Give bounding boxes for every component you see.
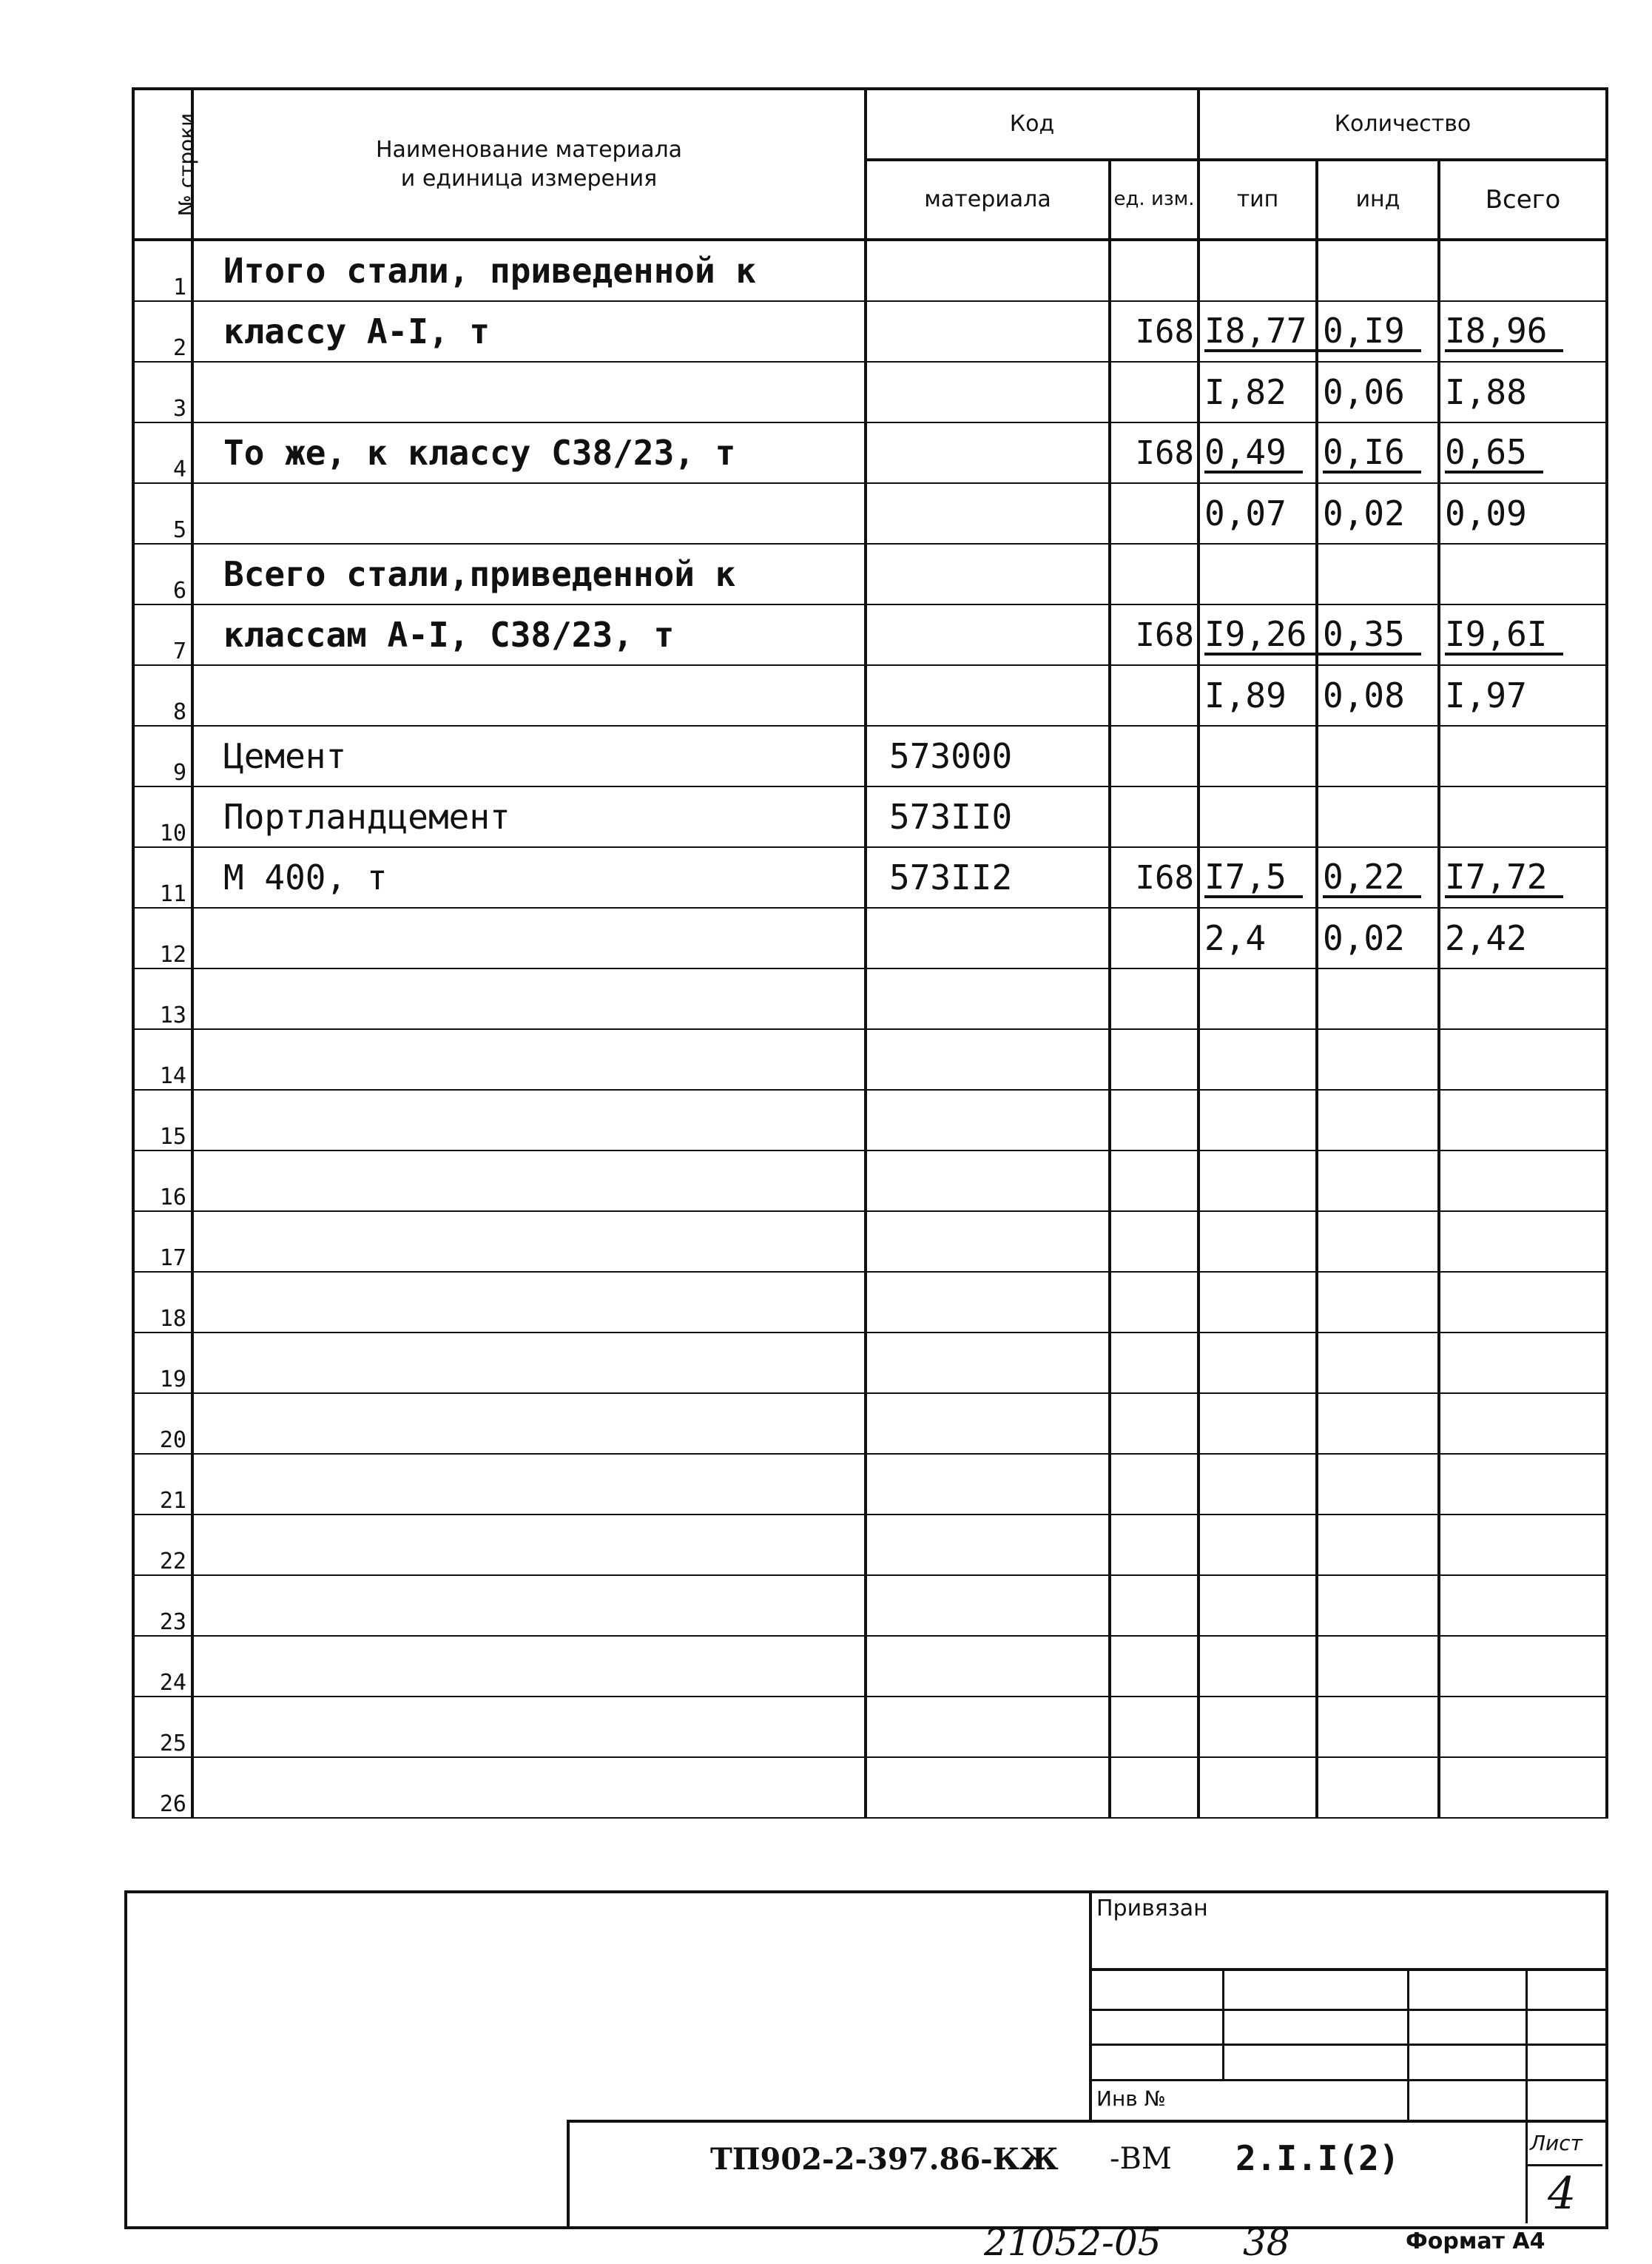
material-code [866,1029,1110,1090]
unit-code [1110,1272,1198,1333]
qty-typ: I,82 [1198,362,1317,422]
material-name [192,1029,866,1090]
qty-typ [1198,968,1317,1029]
material-code [866,1393,1110,1454]
qty-typ [1198,1757,1317,1818]
unit-code [1110,1211,1198,1272]
sheet-number: 4 [1548,2168,1577,2220]
unit-code: I68 [1110,301,1198,362]
unit-code [1110,1757,1198,1818]
table-row [133,1393,1607,1454]
unit-code [1110,1697,1198,1757]
material-name [192,665,866,726]
row-number: 10 [133,786,192,847]
material-code [866,1211,1110,1272]
qty-typ [1198,1697,1317,1757]
table-row [133,240,1607,301]
row-number: 21 [133,1454,192,1515]
code-group-header: Код [866,89,1198,160]
unit-code [1110,726,1198,786]
qty-total: I,97 [1439,665,1607,726]
qty-total: I9,6I [1439,604,1607,665]
material-name [192,1150,866,1211]
qty-ind [1317,1211,1439,1272]
material-name: Цемент [192,726,866,786]
qty-ind [1317,786,1439,847]
table-row [133,665,1607,726]
qty-typ [1198,726,1317,786]
tied-vline-2 [1407,1968,1409,2120]
row-number: 15 [133,1090,192,1150]
unit-code [1110,1090,1198,1150]
qty-total: I7,72 [1439,847,1607,908]
row-number: 12 [133,908,192,968]
doc-sheet-ref: 2.I.I(2) [1235,2138,1400,2178]
table-row [133,301,1607,362]
page-number: 38 [1243,2221,1290,2264]
tied-line-4 [1089,2079,1605,2081]
qty-total: 2,42 [1439,908,1607,968]
row-number: 20 [133,1393,192,1454]
qty-ind: 0,I6 [1317,422,1439,483]
tied-line-2 [1089,2009,1605,2011]
unit-code [1110,1029,1198,1090]
material-name: классу А-I, т [192,301,866,362]
row-number: 2 [133,301,192,362]
material-code [866,1454,1110,1515]
material-code [866,544,1110,604]
qty-total: 0,09 [1439,483,1607,544]
table-row [133,1575,1607,1636]
archive-number: 21052-05 [984,2221,1162,2264]
qty-typ [1198,1333,1317,1393]
row-number: 22 [133,1515,192,1575]
qty-total: 0,65 [1439,422,1607,483]
doc-code: ТП902-2-397.86-КЖ [710,2142,1059,2177]
material-code [866,968,1110,1029]
qty-typ: I8,77 [1198,301,1317,362]
table-row [133,604,1607,665]
material-code [866,1575,1110,1636]
row-number: 8 [133,665,192,726]
table-row [133,1333,1607,1393]
materials-table [132,87,1608,1819]
qty-total [1439,1757,1607,1818]
unit-code [1110,483,1198,544]
row-number: 9 [133,726,192,786]
qty-total: I,88 [1439,362,1607,422]
unit-code [1110,1150,1198,1211]
material-name [192,362,866,422]
table-row [133,1150,1607,1211]
table-row [133,968,1607,1029]
ind-header: инд [1317,160,1439,240]
qty-ind: 0,08 [1317,665,1439,726]
material-name: М 400, т [192,847,866,908]
unit-code [1110,1515,1198,1575]
typ-header: тип [1198,160,1317,240]
qty-ind: 0,22 [1317,847,1439,908]
qty-ind [1317,1272,1439,1333]
format-label: Формат А4 [1406,2228,1545,2254]
material-name-header: Наименование материала и единица измерения [192,89,866,240]
unit-code [1110,1454,1198,1515]
unit-code [1110,665,1198,726]
row-number: 5 [133,483,192,544]
qty-total [1439,726,1607,786]
unit-code: I68 [1110,422,1198,483]
qty-typ: I7,5 [1198,847,1317,908]
qty-typ [1198,1272,1317,1333]
qty-total [1439,1636,1607,1697]
row-number: 3 [133,362,192,422]
material-code [866,362,1110,422]
sheet-box-line [1525,2164,1602,2166]
qty-total [1439,968,1607,1029]
qty-total: I8,96 [1439,301,1607,362]
qty-total [1439,1515,1607,1575]
qty-ind [1317,1029,1439,1090]
qty-typ: I,89 [1198,665,1317,726]
material-code [866,301,1110,362]
qty-total [1439,1393,1607,1454]
qty-ind: 0,I9 [1317,301,1439,362]
material-code [866,1090,1110,1150]
qty-total [1439,786,1607,847]
doc-suffix: -ВМ [1110,2142,1172,2176]
qty-ind [1317,544,1439,604]
qty-total [1439,1697,1607,1757]
table-row [133,1272,1607,1333]
material-name [192,1757,866,1818]
material-code [866,1636,1110,1697]
qty-typ [1198,1150,1317,1211]
row-number: 14 [133,1029,192,1090]
qty-typ [1198,1029,1317,1090]
qty-ind [1317,240,1439,301]
material-name: Портландцемент [192,786,866,847]
quantity-group-header: Количество [1198,89,1607,160]
qty-ind [1317,1697,1439,1757]
row-number: 19 [133,1333,192,1393]
row-number: 7 [133,604,192,665]
table-row [133,786,1607,847]
qty-typ [1198,786,1317,847]
qty-ind: 0,06 [1317,362,1439,422]
qty-total [1439,544,1607,604]
material-code [866,240,1110,301]
tied-block [1089,1890,1605,2120]
qty-total [1439,1090,1607,1150]
material-code [866,604,1110,665]
material-name [192,483,866,544]
table-row [133,1454,1607,1515]
qty-ind [1317,1090,1439,1150]
qty-typ: 0,49 [1198,422,1317,483]
inv-label: Инв № [1096,2086,1166,2111]
material-code: 573II2 [866,847,1110,908]
material-name: Итого стали, приведенной к [192,240,866,301]
row-number: 18 [133,1272,192,1333]
table-row [133,1515,1607,1575]
material-name [192,1636,866,1697]
qty-typ [1198,1515,1317,1575]
unit-code [1110,240,1198,301]
table-row [133,726,1607,786]
material-code-header: материала [866,160,1110,240]
qty-ind [1317,968,1439,1029]
qty-ind [1317,1757,1439,1818]
row-number: 23 [133,1575,192,1636]
qty-ind [1317,1454,1439,1515]
qty-typ [1198,1454,1317,1515]
qty-typ: 0,07 [1198,483,1317,544]
table-row [133,1029,1607,1090]
unit-code [1110,908,1198,968]
qty-ind: 0,35 [1317,604,1439,665]
qty-ind [1317,1515,1439,1575]
material-code [866,1272,1110,1333]
tied-label: Привязан [1096,1896,1208,1921]
tied-line-3 [1089,2044,1605,2046]
material-code: 573II0 [866,786,1110,847]
row-number: 13 [133,968,192,1029]
material-name [192,1211,866,1272]
table-row [133,1636,1607,1697]
table-row [133,908,1607,968]
qty-ind [1317,1150,1439,1211]
row-number-header: № строки [133,89,192,240]
tied-line-1 [1089,1968,1605,1971]
material-code [866,908,1110,968]
material-code: 573000 [866,726,1110,786]
unit-code [1110,1575,1198,1636]
unit-code: I68 [1110,847,1198,908]
qty-typ [1198,1393,1317,1454]
unit-code: I68 [1110,604,1198,665]
qty-ind [1317,1333,1439,1393]
unit-code [1110,1636,1198,1697]
row-number: 25 [133,1697,192,1757]
qty-total [1439,1211,1607,1272]
qty-typ [1198,1575,1317,1636]
material-name [192,1090,866,1150]
row-number: 11 [133,847,192,908]
qty-total [1439,1272,1607,1333]
material-code [866,422,1110,483]
material-name [192,1697,866,1757]
qty-ind: 0,02 [1317,908,1439,968]
material-code [866,1515,1110,1575]
unit-code [1110,1393,1198,1454]
unit-code [1110,968,1198,1029]
material-name [192,1454,866,1515]
total-header: Всего [1439,160,1607,240]
row-number: 24 [133,1636,192,1697]
qty-ind: 0,02 [1317,483,1439,544]
qty-typ [1198,240,1317,301]
sheet-label: Лист [1530,2131,1582,2155]
qty-ind [1317,726,1439,786]
material-code [866,1697,1110,1757]
qty-total [1439,1150,1607,1211]
material-code [866,665,1110,726]
qty-typ [1198,1090,1317,1150]
material-code [866,1757,1110,1818]
material-name [192,908,866,968]
material-name [192,1333,866,1393]
table-row [133,1211,1607,1272]
qty-total [1439,1454,1607,1515]
qty-ind [1317,1575,1439,1636]
unit-code [1110,786,1198,847]
qty-total [1439,1575,1607,1636]
material-code [866,1150,1110,1211]
qty-typ: I9,26 [1198,604,1317,665]
tied-vline-1 [1222,1968,1224,2079]
row-number: 6 [133,544,192,604]
material-name [192,1515,866,1575]
qty-typ [1198,544,1317,604]
table-row [133,483,1607,544]
material-name [192,1272,866,1333]
row-number: 1 [133,240,192,301]
qty-typ: 2,4 [1198,908,1317,968]
unit-code-header: ед. изм. [1110,160,1198,240]
row-number: 26 [133,1757,192,1818]
qty-total [1439,1333,1607,1393]
table-row [133,1697,1607,1757]
row-number: 16 [133,1150,192,1211]
unit-code [1110,544,1198,604]
material-name [192,1393,866,1454]
qty-total [1439,1029,1607,1090]
unit-code [1110,362,1198,422]
material-name: классам А-I, С38/23, т [192,604,866,665]
qty-ind [1317,1636,1439,1697]
qty-total [1439,240,1607,301]
material-name [192,968,866,1029]
row-number: 17 [133,1211,192,1272]
qty-typ [1198,1636,1317,1697]
qty-typ [1198,1211,1317,1272]
unit-code [1110,1333,1198,1393]
material-name: То же, к классу С38/23, т [192,422,866,483]
material-code [866,1333,1110,1393]
table-row [133,847,1607,908]
material-code [866,483,1110,544]
material-name [192,1575,866,1636]
material-name: Всего стали,приведенной к [192,544,866,604]
table-row [133,362,1607,422]
table-row [133,544,1607,604]
table-row [133,1090,1607,1150]
row-number: 4 [133,422,192,483]
qty-ind [1317,1393,1439,1454]
table-row [133,1757,1607,1818]
table-row [133,422,1607,483]
